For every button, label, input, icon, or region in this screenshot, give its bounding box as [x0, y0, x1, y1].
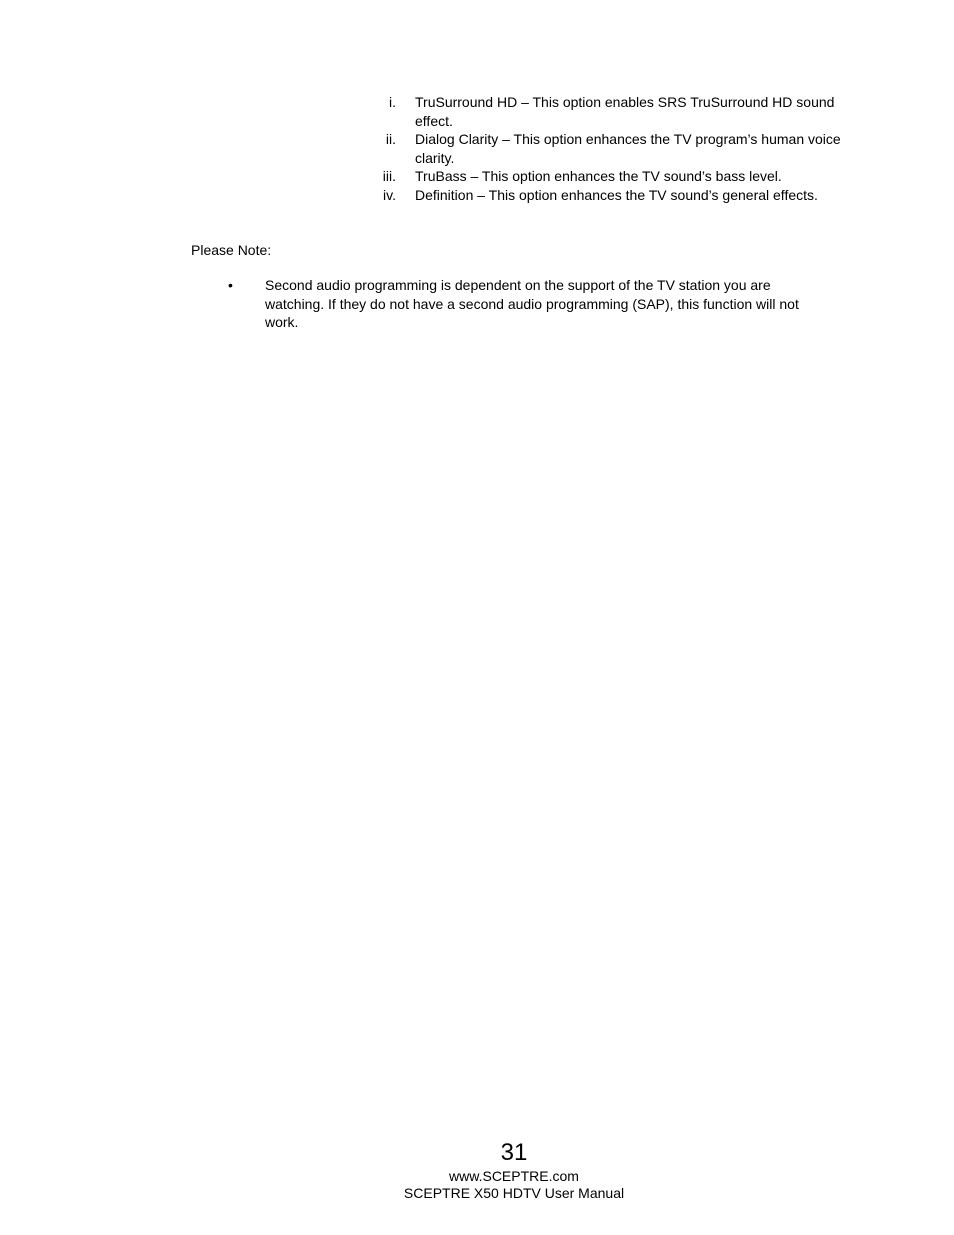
- list-item-trusurround: [366, 93, 846, 130]
- list-number: i.: [389, 94, 396, 110]
- list-item-definition: [366, 186, 846, 205]
- page-number: 31: [500, 1139, 528, 1166]
- note-bullet-text: Second audio programming is dependent on the support of the TV station you are watching. If they do not have a second audio programming (SAP), this function will not work.: [265, 277, 799, 330]
- list-item-text: TruBass – This option enhances the TV sound’s bass level.: [415, 168, 782, 184]
- sound-options-list: [366, 93, 846, 204]
- list-number: iii.: [382, 168, 396, 184]
- list-item-trubass: [366, 167, 846, 186]
- list-number: iv.: [383, 186, 396, 203]
- list-number: ii.: [385, 131, 396, 147]
- list-item-text: Definition – This option enhances the TV sound’s general effects.: [415, 186, 818, 203]
- note-label: Please Note:: [191, 242, 272, 258]
- footer-title: SCEPTRE X50 HDTV User Manual: [403, 1185, 625, 1201]
- list-item-text: TruSurround HD – This option enables SRS TruSurround HD sound effect.: [415, 94, 835, 129]
- footer-url: www.SCEPTRE.com: [449, 1168, 579, 1184]
- note-bullet-item: [228, 276, 828, 332]
- list-item-dialog-clarity: [366, 130, 846, 167]
- list-item-text: Dialog Clarity – This option enhances the TV program’s human voice clarity.: [415, 131, 841, 166]
- bullet-icon: •: [228, 277, 233, 293]
- note-bullet-list: [228, 276, 828, 332]
